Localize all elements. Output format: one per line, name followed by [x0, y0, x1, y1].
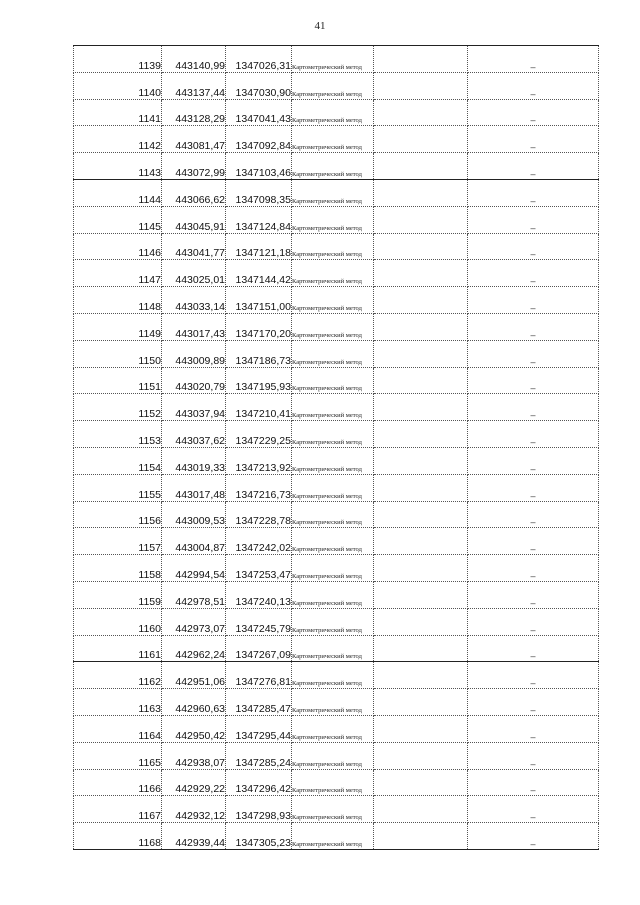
x-coordinate-cell: 443033,14 — [162, 287, 226, 314]
table-row — [74, 340, 599, 367]
x-coordinate-cell: 443072,99 — [162, 153, 226, 180]
accuracy-cell: – — [468, 206, 599, 233]
table-row — [74, 662, 599, 689]
point-number-cell: 1165 — [74, 742, 162, 769]
table-row — [74, 287, 599, 314]
method-cell: Картометрический метод — [292, 662, 374, 689]
empty-cell — [374, 581, 468, 608]
method-cell: Картометрический метод — [292, 769, 374, 796]
x-coordinate-cell: 443128,29 — [162, 99, 226, 126]
empty-cell — [374, 823, 468, 850]
table-row — [74, 447, 599, 474]
y-coordinate-cell: 1347210,41 — [226, 394, 292, 421]
point-number-cell: 1141 — [74, 99, 162, 126]
x-coordinate-cell: 442932,12 — [162, 796, 226, 823]
accuracy-cell: – — [468, 555, 599, 582]
accuracy-cell: – — [468, 421, 599, 448]
y-coordinate-cell: 1347240,13 — [226, 581, 292, 608]
table-row — [74, 126, 599, 153]
accuracy-cell: – — [468, 742, 599, 769]
empty-cell — [374, 474, 468, 501]
y-coordinate-cell: 1347026,31 — [226, 46, 292, 73]
point-number-cell: 1160 — [74, 608, 162, 635]
x-coordinate-cell: 442950,42 — [162, 715, 226, 742]
method-cell: Картометрический метод — [292, 501, 374, 528]
point-number-cell: 1146 — [74, 233, 162, 260]
point-number-cell: 1139 — [74, 46, 162, 73]
accuracy-cell: – — [468, 769, 599, 796]
y-coordinate-cell: 1347295,44 — [226, 715, 292, 742]
accuracy-cell: – — [468, 447, 599, 474]
x-coordinate-cell: 443025,01 — [162, 260, 226, 287]
y-coordinate-cell: 1347285,47 — [226, 689, 292, 716]
point-number-cell: 1163 — [74, 689, 162, 716]
table-row — [74, 46, 599, 73]
method-cell: Картометрический метод — [292, 608, 374, 635]
point-number-cell: 1150 — [74, 340, 162, 367]
x-coordinate-cell: 443140,99 — [162, 46, 226, 73]
x-coordinate-cell: 443041,77 — [162, 233, 226, 260]
empty-cell — [374, 340, 468, 367]
table-row — [74, 742, 599, 769]
table-row — [74, 769, 599, 796]
x-coordinate-cell: 443017,43 — [162, 313, 226, 340]
table-row — [74, 367, 599, 394]
x-coordinate-cell: 443045,91 — [162, 206, 226, 233]
y-coordinate-cell: 1347245,79 — [226, 608, 292, 635]
empty-cell — [374, 179, 468, 206]
method-cell: Картометрический метод — [292, 823, 374, 850]
y-coordinate-cell: 1347253,47 — [226, 555, 292, 582]
y-coordinate-cell: 1347151,00 — [226, 287, 292, 314]
point-number-cell: 1145 — [74, 206, 162, 233]
y-coordinate-cell: 1347229,25 — [226, 421, 292, 448]
x-coordinate-cell: 443081,47 — [162, 126, 226, 153]
accuracy-cell: – — [468, 179, 599, 206]
y-coordinate-cell: 1347228,78 — [226, 501, 292, 528]
table-row — [74, 581, 599, 608]
method-cell: Картометрический метод — [292, 340, 374, 367]
accuracy-cell: – — [468, 662, 599, 689]
accuracy-cell: – — [468, 126, 599, 153]
point-number-cell: 1144 — [74, 179, 162, 206]
table-row — [74, 501, 599, 528]
empty-cell — [374, 46, 468, 73]
accuracy-cell: – — [468, 287, 599, 314]
empty-cell — [374, 447, 468, 474]
table-row — [74, 555, 599, 582]
x-coordinate-cell: 443137,44 — [162, 72, 226, 99]
method-cell: Картометрический метод — [292, 689, 374, 716]
accuracy-cell: – — [468, 689, 599, 716]
accuracy-cell: – — [468, 823, 599, 850]
table-row — [74, 206, 599, 233]
x-coordinate-cell: 442938,07 — [162, 742, 226, 769]
accuracy-cell: – — [468, 367, 599, 394]
point-number-cell: 1152 — [74, 394, 162, 421]
y-coordinate-cell: 1347216,73 — [226, 474, 292, 501]
y-coordinate-cell: 1347098,35 — [226, 179, 292, 206]
point-number-cell: 1164 — [74, 715, 162, 742]
point-number-cell: 1161 — [74, 635, 162, 662]
empty-cell — [374, 233, 468, 260]
method-cell: Картометрический метод — [292, 126, 374, 153]
point-number-cell: 1147 — [74, 260, 162, 287]
method-cell: Картометрический метод — [292, 313, 374, 340]
accuracy-cell: – — [468, 99, 599, 126]
accuracy-cell: – — [468, 635, 599, 662]
empty-cell — [374, 689, 468, 716]
method-cell: Картометрический метод — [292, 46, 374, 73]
table-row — [74, 421, 599, 448]
table-row — [74, 313, 599, 340]
empty-cell — [374, 72, 468, 99]
y-coordinate-cell: 1347285,24 — [226, 742, 292, 769]
x-coordinate-cell: 443037,94 — [162, 394, 226, 421]
coordinates-table — [73, 45, 599, 850]
accuracy-cell: – — [468, 72, 599, 99]
point-number-cell: 1143 — [74, 153, 162, 180]
accuracy-cell: – — [468, 715, 599, 742]
empty-cell — [374, 555, 468, 582]
table-row — [74, 260, 599, 287]
empty-cell — [374, 367, 468, 394]
x-coordinate-cell: 443019,33 — [162, 447, 226, 474]
empty-cell — [374, 662, 468, 689]
method-cell: Картометрический метод — [292, 99, 374, 126]
method-cell: Картометрический метод — [292, 179, 374, 206]
accuracy-cell: – — [468, 313, 599, 340]
y-coordinate-cell: 1347298,93 — [226, 796, 292, 823]
y-coordinate-cell: 1347144,42 — [226, 260, 292, 287]
point-number-cell: 1155 — [74, 474, 162, 501]
method-cell: Картометрический метод — [292, 367, 374, 394]
accuracy-cell: – — [468, 501, 599, 528]
method-cell: Картометрический метод — [292, 72, 374, 99]
table-row — [74, 823, 599, 850]
y-coordinate-cell: 1347092,84 — [226, 126, 292, 153]
accuracy-cell: – — [468, 394, 599, 421]
method-cell: Картометрический метод — [292, 528, 374, 555]
method-cell: Картометрический метод — [292, 474, 374, 501]
x-coordinate-cell: 443009,53 — [162, 501, 226, 528]
empty-cell — [374, 153, 468, 180]
empty-cell — [374, 206, 468, 233]
method-cell: Картометрический метод — [292, 287, 374, 314]
point-number-cell: 1151 — [74, 367, 162, 394]
accuracy-cell: – — [468, 528, 599, 555]
empty-cell — [374, 635, 468, 662]
x-coordinate-cell: 442962,24 — [162, 635, 226, 662]
table-row — [74, 99, 599, 126]
x-coordinate-cell: 442939,44 — [162, 823, 226, 850]
x-coordinate-cell: 443009,89 — [162, 340, 226, 367]
method-cell: Картометрический метод — [292, 153, 374, 180]
table-row — [74, 179, 599, 206]
method-cell: Картометрический метод — [292, 581, 374, 608]
method-cell: Картометрический метод — [292, 233, 374, 260]
accuracy-cell: – — [468, 153, 599, 180]
y-coordinate-cell: 1347296,42 — [226, 769, 292, 796]
method-cell: Картометрический метод — [292, 447, 374, 474]
point-number-cell: 1156 — [74, 501, 162, 528]
point-number-cell: 1149 — [74, 313, 162, 340]
point-number-cell: 1167 — [74, 796, 162, 823]
point-number-cell: 1142 — [74, 126, 162, 153]
page-number: 41 — [314, 20, 326, 32]
y-coordinate-cell: 1347242,02 — [226, 528, 292, 555]
x-coordinate-cell: 442951,06 — [162, 662, 226, 689]
empty-cell — [374, 608, 468, 635]
table-row — [74, 715, 599, 742]
empty-cell — [374, 99, 468, 126]
empty-cell — [374, 742, 468, 769]
accuracy-cell: – — [468, 260, 599, 287]
accuracy-cell: – — [468, 46, 599, 73]
empty-cell — [374, 796, 468, 823]
method-cell: Картометрический метод — [292, 421, 374, 448]
y-coordinate-cell: 1347195,93 — [226, 367, 292, 394]
x-coordinate-cell: 442973,07 — [162, 608, 226, 635]
accuracy-cell: – — [468, 608, 599, 635]
x-coordinate-cell: 443017,48 — [162, 474, 226, 501]
table-row — [74, 796, 599, 823]
method-cell: Картометрический метод — [292, 715, 374, 742]
x-coordinate-cell: 443037,62 — [162, 421, 226, 448]
empty-cell — [374, 260, 468, 287]
table-row — [74, 635, 599, 662]
empty-cell — [374, 394, 468, 421]
method-cell: Картометрический метод — [292, 394, 374, 421]
method-cell: Картометрический метод — [292, 555, 374, 582]
point-number-cell: 1140 — [74, 72, 162, 99]
table-row — [74, 233, 599, 260]
y-coordinate-cell: 1347213,92 — [226, 447, 292, 474]
x-coordinate-cell: 442978,51 — [162, 581, 226, 608]
empty-cell — [374, 126, 468, 153]
empty-cell — [374, 287, 468, 314]
method-cell: Картометрический метод — [292, 206, 374, 233]
x-coordinate-cell: 443020,79 — [162, 367, 226, 394]
point-number-cell: 1168 — [74, 823, 162, 850]
method-cell: Картометрический метод — [292, 260, 374, 287]
y-coordinate-cell: 1347186,73 — [226, 340, 292, 367]
point-number-cell: 1153 — [74, 421, 162, 448]
point-number-cell: 1148 — [74, 287, 162, 314]
accuracy-cell: – — [468, 233, 599, 260]
table-row — [74, 689, 599, 716]
empty-cell — [374, 501, 468, 528]
x-coordinate-cell: 443004,87 — [162, 528, 226, 555]
y-coordinate-cell: 1347170,20 — [226, 313, 292, 340]
x-coordinate-cell: 442960,63 — [162, 689, 226, 716]
table-row — [74, 72, 599, 99]
method-cell: Картометрический метод — [292, 742, 374, 769]
y-coordinate-cell: 1347103,46 — [226, 153, 292, 180]
x-coordinate-cell: 442994,54 — [162, 555, 226, 582]
table-row — [74, 608, 599, 635]
y-coordinate-cell: 1347124,84 — [226, 206, 292, 233]
y-coordinate-cell: 1347267,09 — [226, 635, 292, 662]
y-coordinate-cell: 1347041,43 — [226, 99, 292, 126]
table-row — [74, 394, 599, 421]
y-coordinate-cell: 1347305,23 — [226, 823, 292, 850]
y-coordinate-cell: 1347030,90 — [226, 72, 292, 99]
x-coordinate-cell: 443066,62 — [162, 179, 226, 206]
table-row — [74, 474, 599, 501]
empty-cell — [374, 715, 468, 742]
empty-cell — [374, 313, 468, 340]
point-number-cell: 1158 — [74, 555, 162, 582]
point-number-cell: 1159 — [74, 581, 162, 608]
accuracy-cell: – — [468, 474, 599, 501]
point-number-cell: 1157 — [74, 528, 162, 555]
accuracy-cell: – — [468, 340, 599, 367]
empty-cell — [374, 528, 468, 555]
y-coordinate-cell: 1347276,81 — [226, 662, 292, 689]
x-coordinate-cell: 442929,22 — [162, 769, 226, 796]
y-coordinate-cell: 1347121,18 — [226, 233, 292, 260]
empty-cell — [374, 769, 468, 796]
table-row — [74, 153, 599, 180]
accuracy-cell: – — [468, 796, 599, 823]
empty-cell — [374, 421, 468, 448]
point-number-cell: 1162 — [74, 662, 162, 689]
method-cell: Картометрический метод — [292, 635, 374, 662]
point-number-cell: 1166 — [74, 769, 162, 796]
method-cell: Картометрический метод — [292, 796, 374, 823]
point-number-cell: 1154 — [74, 447, 162, 474]
accuracy-cell: – — [468, 581, 599, 608]
table-row — [74, 528, 599, 555]
